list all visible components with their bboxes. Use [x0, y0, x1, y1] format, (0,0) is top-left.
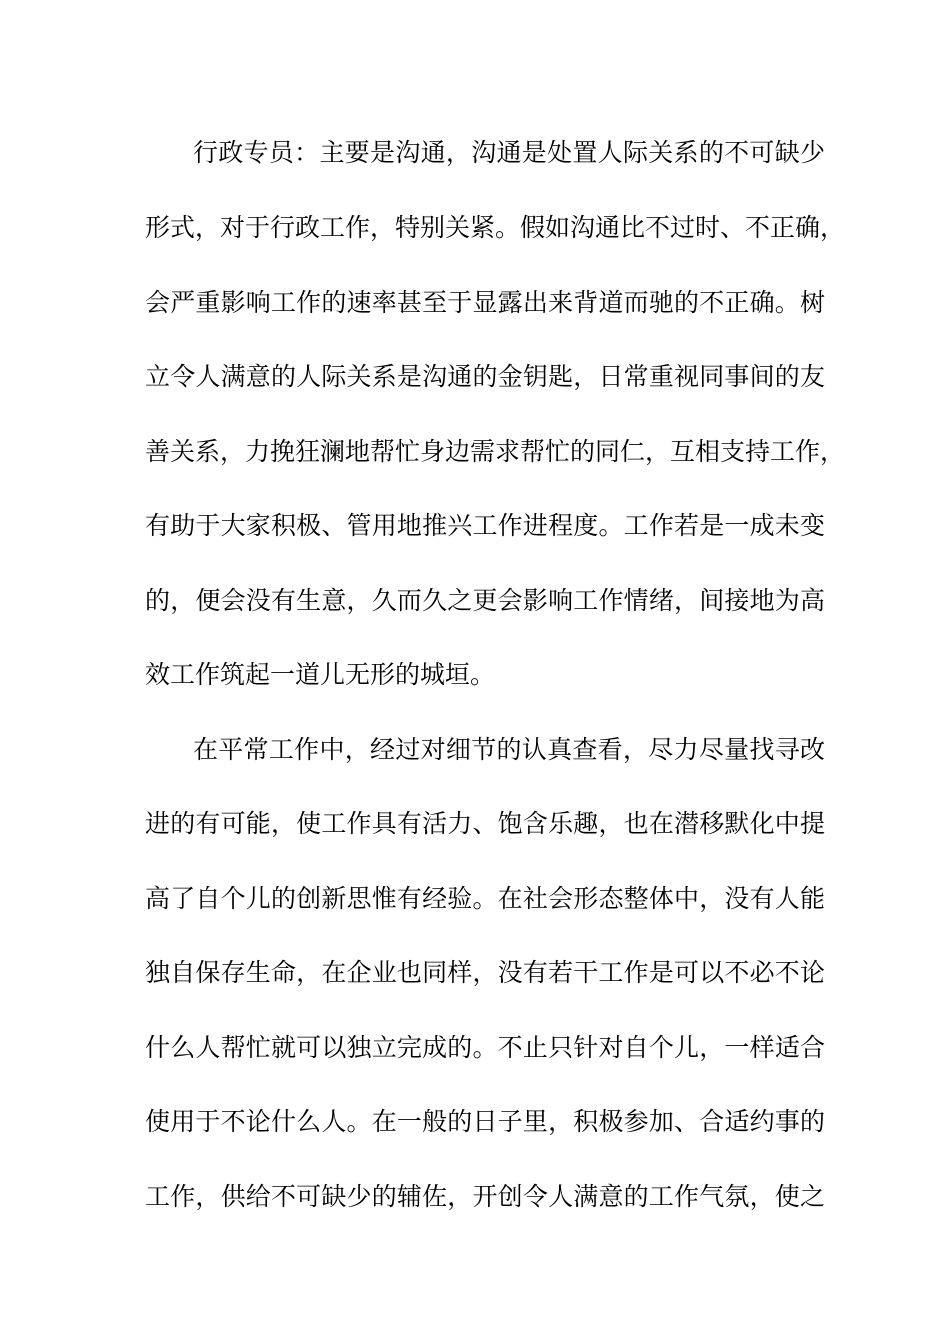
- paragraph-2-line-4: 独自保存生命，在企业也同样，没有若干工作是可以不必不论: [145, 958, 825, 987]
- paragraph-1-line-4: 立令人满意的人际关系是沟通的金钥匙，日常重视同事间的友: [145, 362, 825, 391]
- paragraph-2-line-5: 什么人帮忙就可以独立完成的。不止只针对自个儿，一样适合: [145, 1033, 825, 1062]
- paragraph-2-line-2: 进的有可能，使工作具有活力、饱含乐趣，也在潜移默化中提: [145, 809, 825, 838]
- paragraph-1-line-5: 善关系，力挽狂澜地帮忙身边需求帮忙的同仁，互相支持工作，: [145, 437, 846, 466]
- paragraph-2-line-7: 工作，供给不可缺少的辅佐，开创令人满意的工作气氛，使之: [145, 1182, 825, 1211]
- paragraph-1-line-3: 会严重影响工作的速率甚至于显露出来背道而驰的不正确。树: [145, 288, 825, 317]
- paragraph-2-line-1: 在平常工作中，经过对细节的认真查看，尽力尽量找寻改: [193, 735, 825, 764]
- paragraph-1-line-1: 行政专员：主要是沟通，沟通是处置人际关系的不可缺少: [193, 138, 825, 167]
- paragraph-2-line-3: 高了自个儿的创新思惟有经验。在社会形态整体中，没有人能: [145, 884, 825, 913]
- paragraph-1-line-8: 效工作筑起一道儿无形的城垣。: [145, 660, 496, 689]
- paragraph-2-line-6: 使用于不论什么人。在一般的日子里，积极参加、合适约事的: [145, 1107, 825, 1136]
- paragraph-1-line-6: 有助于大家积极、管用地推兴工作进程度。工作若是一成未变: [145, 511, 825, 540]
- paragraph-1-line-7: 的，便会没有生意，久而久之更会影响工作情绪，间接地为高: [145, 586, 825, 615]
- paragraph-1-line-2: 形式，对于行政工作，特别关紧。假如沟通比不过时、不正确，: [145, 213, 846, 242]
